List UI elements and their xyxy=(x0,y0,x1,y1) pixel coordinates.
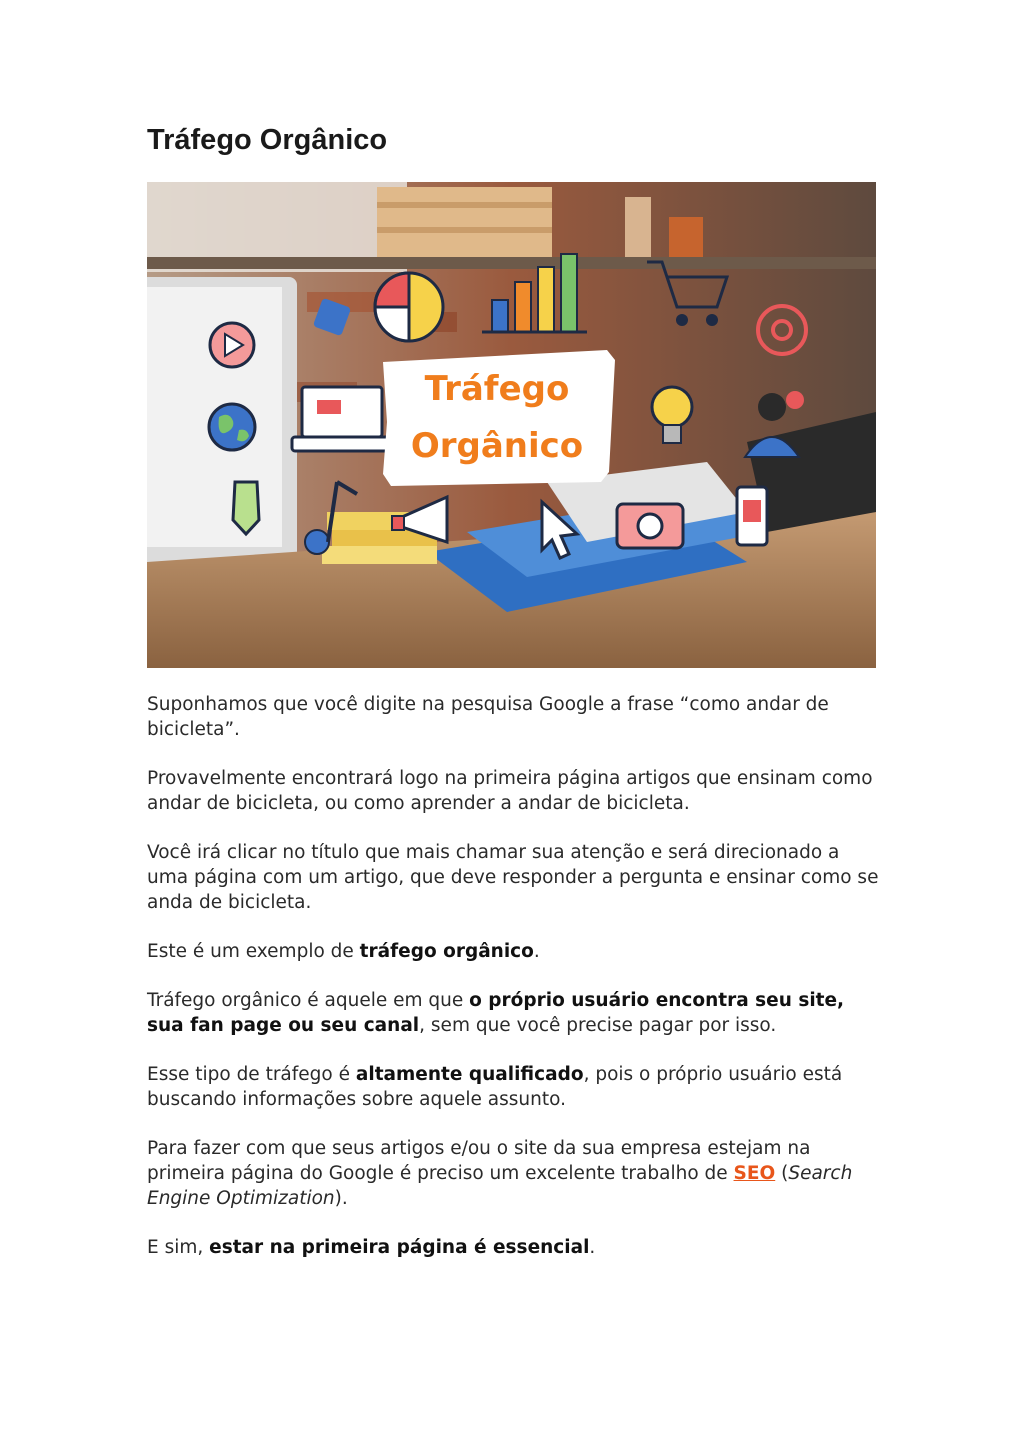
paragraph-7-italic: Search Engine Optimization xyxy=(147,1163,853,1209)
paragraph-7-paren: ( xyxy=(775,1163,789,1184)
hero-image xyxy=(147,182,876,668)
paragraph-8-bold: estar na primeira página é essencial xyxy=(209,1237,590,1258)
paragraph-5-end: , sem que você precise pagar por isso. xyxy=(419,1015,777,1036)
paragraph-5 xyxy=(147,988,882,1038)
paragraph-6-end: , pois o próprio usuário está buscando informações sobre aquele assunto. xyxy=(147,1064,843,1110)
paragraph-3: Você irá clicar no título que mais chamar sua atenção e será direcionado a uma página com um artigo, que deve responder a pergunta e ensinar como se anda de bicicleta. xyxy=(147,842,879,913)
paragraph-4-bold: tráfego orgânico xyxy=(359,941,534,962)
article-body xyxy=(147,692,882,1284)
paragraph-7-text: Para fazer com que seus artigos e/ou o site da sua empresa estejam na primeira página do Google é preciso um excelente trabalho de xyxy=(147,1138,811,1184)
paragraph-4-text: Este é um exemplo de xyxy=(147,941,360,962)
paragraph-4-end: . xyxy=(533,941,540,962)
paragraph-4 xyxy=(147,939,882,964)
page-title: Tráfego Orgânico xyxy=(147,124,388,156)
paragraph-7 xyxy=(147,1136,882,1211)
paragraph-6-text: Esse tipo de tráfego é xyxy=(147,1064,356,1085)
hero-text-line2: Orgânico xyxy=(410,426,584,466)
seo-link[interactable]: SEO xyxy=(733,1163,776,1184)
paragraph-7-end: ). xyxy=(334,1188,348,1209)
paragraph-1: Suponhamos que você digite na pesquisa Google a frase “como andar de bicicleta”. xyxy=(147,694,829,740)
paragraph-5-text: Tráfego orgânico é aquele em que xyxy=(147,990,470,1011)
paragraph-6-bold: altamente qualificado xyxy=(355,1064,584,1085)
paragraph-8 xyxy=(147,1235,882,1260)
paragraph-6 xyxy=(147,1062,882,1112)
paragraph-2: Provavelmente encontrará logo na primeira página artigos que ensinam como andar de bicicleta, ou como aprender a andar de bicicleta. xyxy=(147,768,873,814)
hero-text-line1: Tráfego xyxy=(424,369,570,409)
paragraph-5-bold: o próprio usuário encontra seu site, sua fan page ou seu canal xyxy=(147,990,845,1036)
paragraph-8-text: E sim, xyxy=(147,1237,210,1258)
paragraph-8-end: . xyxy=(589,1237,596,1258)
